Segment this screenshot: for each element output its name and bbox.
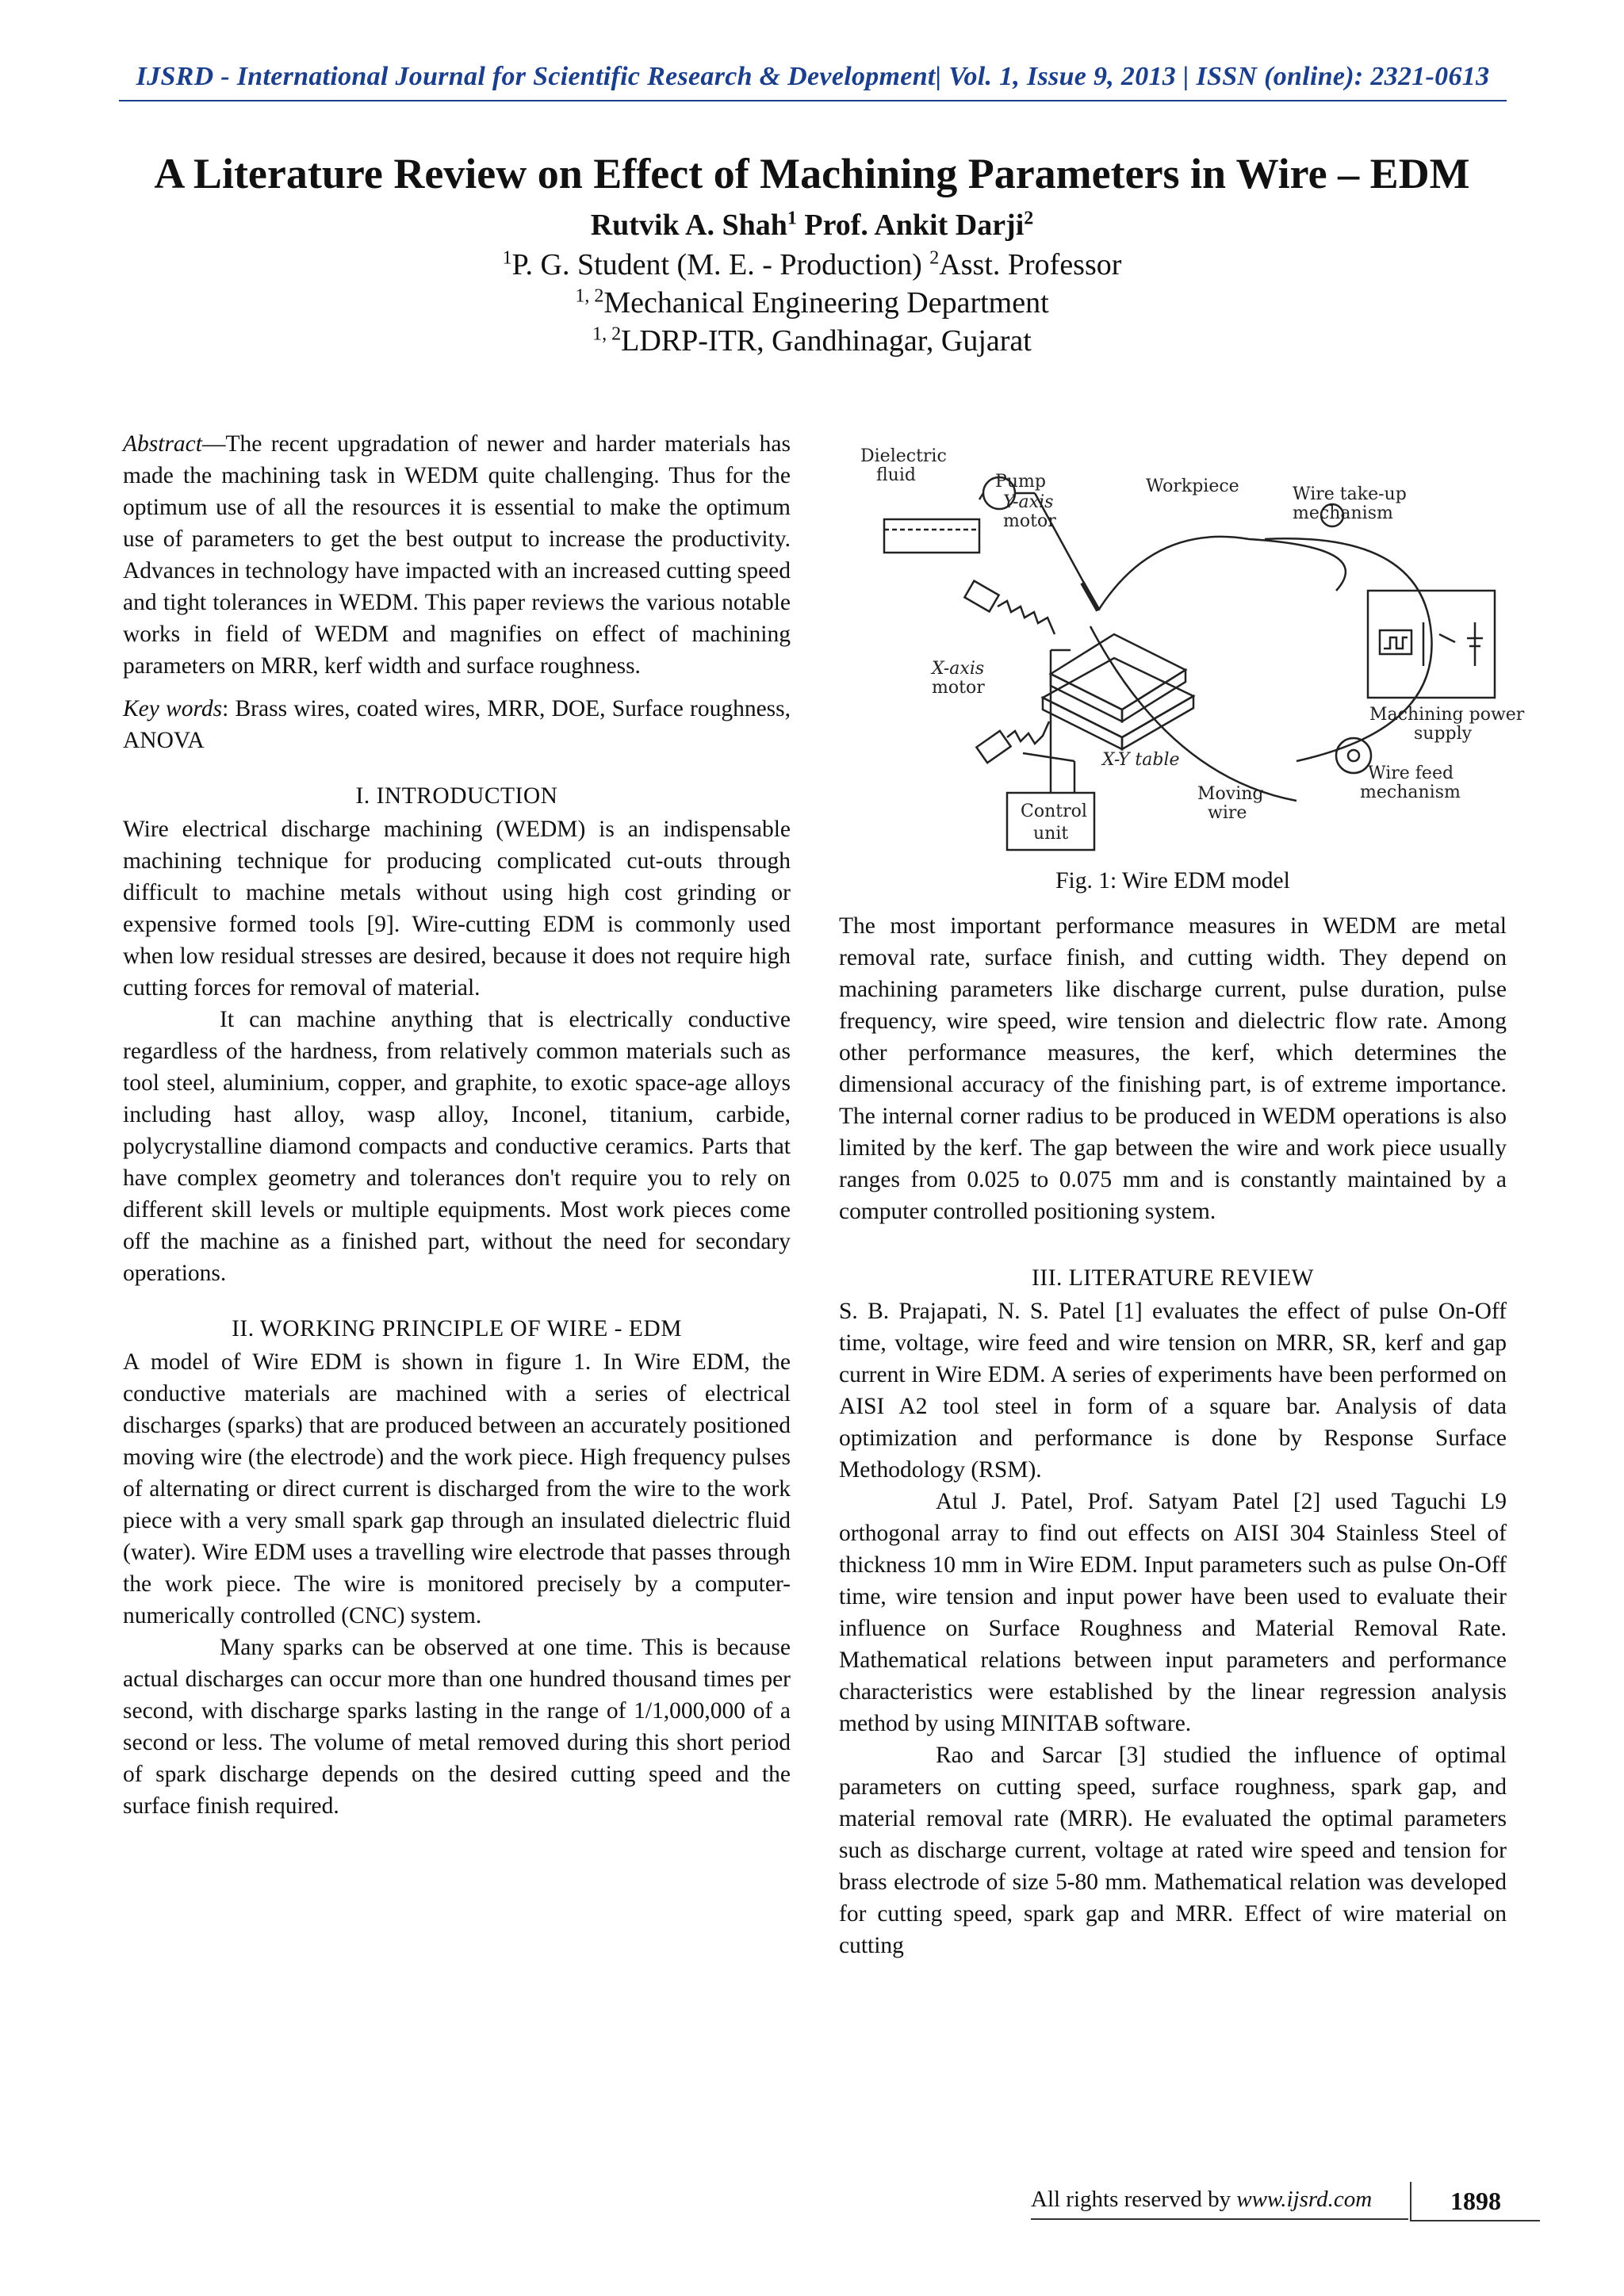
intro-paragraph-2: It can machine anything that is electrically conductive regardless of the hardness, from relatively common materials such as tool steel, aluminium, copper, and graphite, to exotic space-age alloys including hast alloy, wasp alloy, Inconel, titanium, carbide, polycrystalline diamond compacts and conductive ceramics. Parts that have complex geometry and tolerances don't require you to rely on different skill levels or multiple equipments. Most work pieces come off the machine as a finished part, without the need for secondary operations.	[123, 1007, 791, 1286]
label-x-motor: motor	[932, 678, 985, 698]
dielectric-tank	[884, 519, 979, 553]
label-control-1: Control	[1021, 802, 1087, 821]
affil-1-sup: 1	[502, 247, 512, 269]
page-number: 1898	[1410, 2182, 1540, 2221]
paper-title: A Literature Review on Effect of Machining Parameters in Wire – EDM	[154, 150, 1470, 197]
intro-paragraph-1: Wire electrical discharge machining (WEDM) is an indispensable machining technique for producing complicated cut-outs through difficult to machine metals without using high cost grinding or expensive formed tools [9]. Wire-cutting EDM is commonly used when low residual stresses are desired, because it does not require high cutting forces for removal of material.	[123, 817, 791, 1001]
principle-paragraph-2: Many sparks can be observed at one time. This is because actual discharges can occur more than one hundred thousand times per second, with discharge sparks lasting in the range of 1/1,000,000 of a second or less. The volume of metal removed during this short period of spark discharge depends on the desired cutting speed and the surface finish required.	[123, 1635, 791, 1819]
right-column	[839, 910, 1507, 1961]
affil-inst: LDRP-ITR, Gandhinagar, Gujarat	[621, 324, 1032, 358]
label-xy-table: X-Y table	[1102, 750, 1180, 770]
left-column	[123, 428, 791, 1822]
footer-rule	[1031, 2218, 1408, 2220]
label-moving-2: wire	[1208, 803, 1247, 823]
footer-rights	[1031, 2187, 1372, 2213]
keywords-label: Key words	[123, 696, 223, 721]
label-power-1: Machining power	[1369, 705, 1525, 725]
affil-inst-sup: 1, 2	[592, 323, 622, 345]
author-2: Prof. Ankit Darji	[804, 209, 1025, 242]
label-y-axis: Y-axis	[1003, 492, 1054, 512]
label-feed-2: mechanism	[1360, 783, 1461, 802]
section-introduction-heading: I. INTRODUCTION	[355, 783, 558, 809]
performance-paragraph: The most important performance measures in WEDM are metal removal rate, surface finish, and cutting width. They depend on machining parameters like discharge current, pulse duration, pulse frequency, wire speed, wire tension and dielectric flow rate. Among other performance measures, the kerf, which determines the dimensional accuracy of the finishing part, is of extreme importance. The internal corner radius to be produced in WEDM operations is also limited by the kerf. The gap between the wire and work piece usually ranges from 0.025 to 0.075 mm and is constantly maintained by a computer controlled positioning system.	[839, 913, 1507, 1224]
author-2-sup: 2	[1024, 208, 1034, 229]
footer-url[interactable]: www.ijsrd.com	[1236, 2187, 1373, 2212]
affil-1-text: P. G. Student (M. E. - Production)	[511, 248, 930, 281]
label-fluid: fluid	[876, 465, 916, 485]
label-pump: Pump	[995, 472, 1046, 492]
header-rule	[119, 100, 1507, 101]
y-motor-symbol	[964, 581, 998, 612]
journal-header: IJSRD - International Journal for Scientific Research & Development| Vol. 1, Issue 9, 2013 | ISSN (online): 2321-0613	[136, 62, 1490, 91]
review-paragraph-2: Atul J. Patel, Prof. Satyam Patel [2] used Taguchi L9 orthogonal array to find out effects on AISI 304 Stainless Steel of thickness 10 mm in Wire EDM. Input parameters such as pulse On-Off time, wire tension and input power have been used to evaluate their influence on Surface Roughness and Material Removal Rate. Mathematical relations between input parameters and performance characteristics were established by the linear regression analysis method by using MINITAB software.	[839, 1489, 1507, 1736]
author-1-sup: 1	[787, 208, 797, 229]
abstract-text: —The recent upgradation of newer and harder materials has made the machining task in WEDM quite challenging. Thus for the optimum use of all the resources it is essential to make the optimum use of parameters to get the best output to increase the productivity. Advances in technology have impacted with an increased cutting speed and tight tolerances in WEDM. This paper reviews the various notable works in field of WEDM and magnifies on effect of machining parameters on MRR, kerf width and surface roughness.	[123, 431, 791, 679]
affil-dept: Mechanical Engineering Department	[603, 286, 1049, 320]
affiliation-line-3	[79, 323, 1545, 358]
keywords-text: : Brass wires, coated wires, MRR, DOE, Surface roughness, ANOVA	[123, 696, 791, 753]
label-power-2: supply	[1414, 724, 1473, 744]
affiliation-line-2	[79, 285, 1545, 320]
affil-2-sup: 2	[929, 247, 940, 269]
principle-paragraph-1: A model of Wire EDM is shown in figure 1. In Wire EDM, the conductive materials are machined with a series of electrical discharges (sparks) that are produced between an accurately positioned moving wire (the electrode) and the work piece. High frequency pulses of alternating or direct current is discharged from the wire to the work piece with a very small spark gap through an insulated dielectric fluid (water). Wire EDM uses a travelling wire electrode that passes through the work piece. The wire is monitored precisely by a computer-numerically controlled (CNC) system.	[123, 1349, 791, 1628]
affil-2-text: Asst. Professor	[939, 248, 1122, 281]
review-paragraph-3: Rao and Sarcar [3] studied the influence of optimal parameters on cutting speed, surface roughness, spark gap, and material removal rate (MRR). He evaluated the optimal parameters such as discharge current, voltage at rated wire speed and tension for brass electrode of size 5-80 mm. Mathematical relation was developed for cutting speed, spark gap and MRR. Effect of wire material on cutting	[839, 1743, 1507, 1958]
label-control-2: unit	[1033, 824, 1069, 844]
affil-dept-sup: 1, 2	[575, 285, 604, 307]
label-x-axis: X-axis	[932, 659, 985, 679]
x-motor-symbol	[976, 731, 1010, 763]
figure-caption: Fig. 1: Wire EDM model	[1055, 868, 1290, 894]
label-dielectric: Dielectric	[860, 446, 947, 466]
label-takeup-2: mechanism	[1293, 503, 1393, 523]
label-workpiece: Workpiece	[1146, 476, 1239, 496]
section-working-principle-heading: II. WORKING PRINCIPLE OF WIRE - EDM	[232, 1316, 682, 1341]
review-paragraph-1: S. B. Prajapati, N. S. Patel [1] evaluates the effect of pulse On-Off time, voltage, wire feed and wire tension on MRR, SR, kerf and gap current in Wire EDM. A series of experiments have been performed on AISI A2 tool steel in form of a square bar. Analysis of data optimization and performance is done by Response Surface Methodology (RSM).	[839, 1299, 1507, 1483]
label-y-motor: motor	[1003, 511, 1056, 531]
wire-edm-diagram	[852, 444, 1525, 856]
abstract-label: Abstract	[123, 431, 202, 457]
affiliation-line-1	[79, 247, 1545, 282]
footer-text: All rights reserved by	[1031, 2187, 1237, 2212]
author-1: Rutvik A. Shah	[590, 209, 787, 242]
label-feed-1: Wire feed	[1368, 763, 1454, 783]
label-moving-1: Moving	[1197, 784, 1264, 804]
section-literature-review-heading: III. LITERATURE REVIEW	[1032, 1265, 1314, 1291]
keywords	[123, 693, 791, 756]
label-takeup-1: Wire take-up	[1293, 484, 1407, 504]
abstract	[123, 428, 791, 682]
author-line	[79, 208, 1545, 243]
